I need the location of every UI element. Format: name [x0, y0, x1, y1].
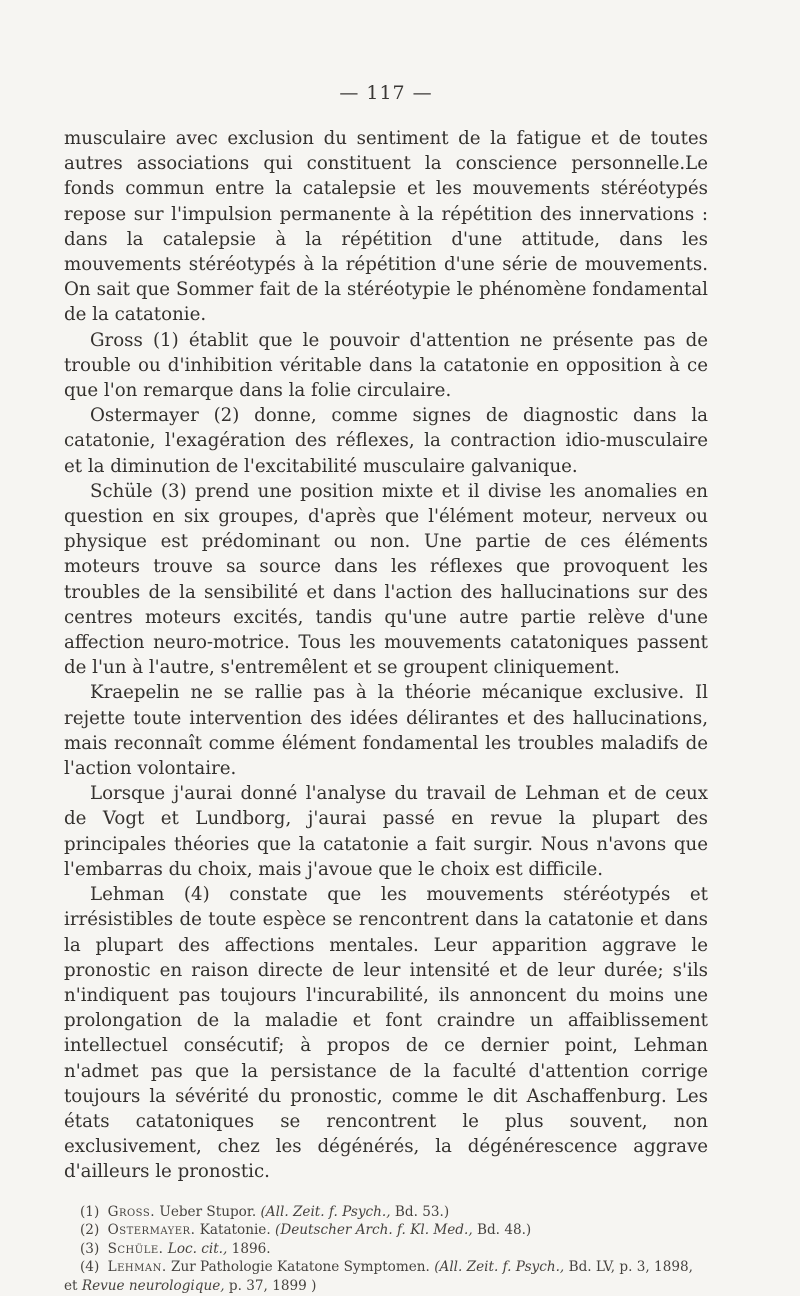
paragraph: Lehman (4) constate que les mouvements stéréotypés et irrésistibles de toute espèce se rencontrent dans la catatonie et dans la plupart des affections mentales. Leur apparition aggrave le pronostic en raison directe de leur intensité et de leur durée; s'ils n'indiquent pas toujours l'incurabilité, ils annoncent du moins une prolongation de la maladie et font craindre un affaiblissement intellectuel consécutif; à propos de ce dernier point, Lehman n'admet pas que la persistance de la faculté d'attention corrige toujours la sévérité du pronostic, comme le dit Aschaffenburg. Les états catatoniques se rencontrent le plus souvent, non exclusivement, chez les dégénérés, la dégénérescence aggrave d'ailleurs le pronostic. — [64, 884, 708, 1183]
footnote-number: (4) — [80, 1259, 100, 1276]
footnote — [64, 1240, 708, 1259]
footnote-number: (2) — [80, 1222, 100, 1239]
footnote-rest: Bd. 48.) — [476, 1222, 532, 1239]
footnote-author: Ostermayer. — [107, 1222, 196, 1239]
footnote-rest: Bd. 53.) — [394, 1203, 450, 1220]
footnote-rest: 1896. — [231, 1240, 271, 1257]
footnote-title: Zur Pathologie Katatone Symptomen. — [171, 1259, 430, 1276]
footnote-title: Ueber Stupor. — [159, 1203, 257, 1220]
footnote-source: (Deutscher Arch. f. Kl. Med., — [275, 1222, 473, 1239]
footnote-source: (All. Zeit. f. Psych., — [260, 1203, 391, 1220]
paragraph: Schüle (3) prend une position mixte et il divise les anomalies en question en six groupes, d'après que l'élément moteur, nerveux ou physique est prédominant ou non. Une partie de ces éléments moteurs trouve sa source dans les réflexes que provoquent les troubles de la sensibilité et dans l'action des hallucinations sur des centres moteurs excités, tandis qu'une autre partie relève d'une affection neuro-motrice. Tous les mouvements catatoniques passent de l'un à l'autre, s'entremêlent et se groupent cliniquement. — [64, 480, 708, 679]
footnote-number: (1) — [80, 1203, 100, 1220]
paragraph: Ostermayer (2) donne, comme signes de diagnostic dans la catatonie, l'exagération des réflexes, la contraction idio-musculaire et la diminution de l'excitabilité musculaire galvanique. — [64, 405, 708, 477]
paragraph: Kraepelin ne se rallie pas à la théorie mécanique exclusive. Il rejette toute intervention des idées délirantes et des hallucinations, mais reconnaît comme élément fondamental les troubles maladifs de l'action volontaire. — [64, 682, 708, 780]
footnote-author: Schüle. — [107, 1240, 164, 1257]
footnote-source: Loc. cit., — [167, 1240, 228, 1257]
footnote — [64, 1258, 708, 1295]
body-text — [64, 126, 708, 1185]
footnote-rest: Bd. LV, p. 3, 1898, et — [64, 1259, 693, 1294]
footnote-source: (All. Zeit. f. Psych., — [434, 1259, 565, 1276]
footnote-title: Katatonie. — [199, 1222, 271, 1239]
paragraph: musculaire avec exclusion du sentiment de la fatigue et de toutes autres associations qui constituent la conscience personnelle.Le fonds commun entre la catalepsie et les mouvements stéréotypés repose sur l'impulsion permanente à la répétition des innervations : dans la catalepsie à la répétition d'une attitude, dans les mouvements stéréotypés à la répétition d'une série de mouvements. On sait que Sommer fait de la stéréotypie le phénomène fondamental de la catatonie. — [64, 128, 708, 326]
footnote — [64, 1221, 708, 1240]
footnote-source: Revue neurologique, — [81, 1277, 225, 1294]
footnote-author: Gross. — [107, 1203, 156, 1220]
paragraph: Lorsque j'aurai donné l'analyse du travail de Lehman et de ceux de Vogt et Lundborg, j'aurai passé en revue la plupart des principales théories que la catatonie a fait surgir. Nous n'avons que l'embarras du choix, mais j'avoue que le choix est difficile. — [64, 783, 708, 880]
footnote-number: (3) — [80, 1240, 100, 1257]
footnotes — [64, 1203, 708, 1296]
paragraph: Gross (1) établit que le pouvoir d'attention ne présente pas de trouble ou d'inhibition véritable dans la catatonie en opposition à ce que l'on remarque dans la folie circulaire. — [64, 329, 708, 402]
page-number: — 117 — — [339, 82, 433, 104]
footnote-rest: p. 37, 1899 ) — [228, 1277, 317, 1294]
footnote-author: Lehman. — [107, 1259, 167, 1276]
footnote — [64, 1203, 708, 1222]
